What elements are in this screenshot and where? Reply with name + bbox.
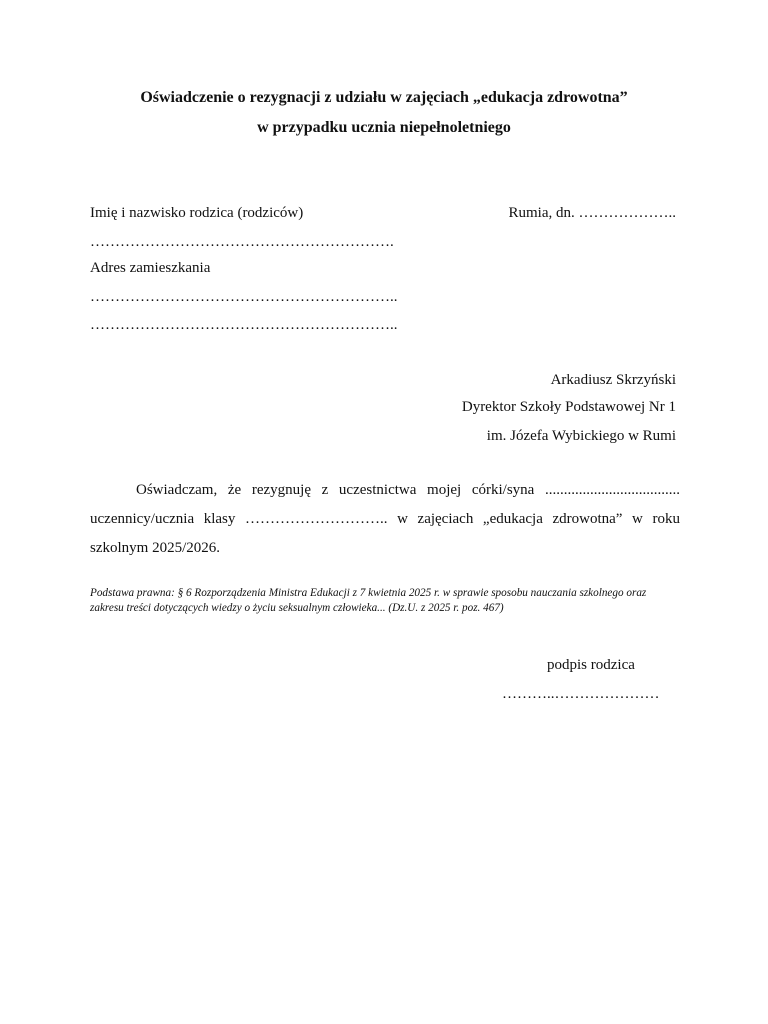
addressee-name: Arkadiusz Skrzyński [550,372,676,388]
statement-paragraph [90,476,680,563]
document-title-line-2: w przypadku ucznia niepełnoletniego [257,119,511,136]
address-dotted-line-1: …………………………………………………….. [90,289,398,305]
legal-basis-note: Podstawa prawna: § 6 Rozporządzenia Ministra Edukacji z 7 kwietnia 2025 r. w sprawie sposobu nauczania szkolnego oraz zakresu treści dotyczących wiedzy o życiu seksualnym człowieka... (Dz.U. z 2025 r. poz. 467) [90,587,647,614]
document-title-line-1: Oświadczenie o rezygnacji z udziału w zajęciach „edukacja zdrowotna” [140,89,628,106]
addressee-position: Dyrektor Szkoły Podstawowej Nr 1 [461,399,676,415]
signature-dotted-line: ………..………………… [502,686,660,702]
address-label: Adres zamieszkania [90,260,211,276]
statement-part-1: Oświadczam, że rezygnuję z uczestnictwa mojej córki/syna .................................... [136,482,680,498]
parent-name-label: Imię i nazwisko rodzica (rodziców) [90,205,304,221]
place-date-field: Rumia, dn. ……………….. [508,205,676,221]
parent-name-dotted-line: ……………………………………………………. [90,234,394,250]
signature-label: podpis rodzica [547,657,635,673]
address-dotted-line-2: …………………………………………………….. [90,317,398,333]
statement-part-2: uczennicy/ucznia klasy ……………………….. w zajęciach „edukacja zdrowotna” w roku szkolnym 2025/2026. [90,511,680,556]
addressee-school: im. Józefa Wybickiego w Rumi [486,428,676,444]
